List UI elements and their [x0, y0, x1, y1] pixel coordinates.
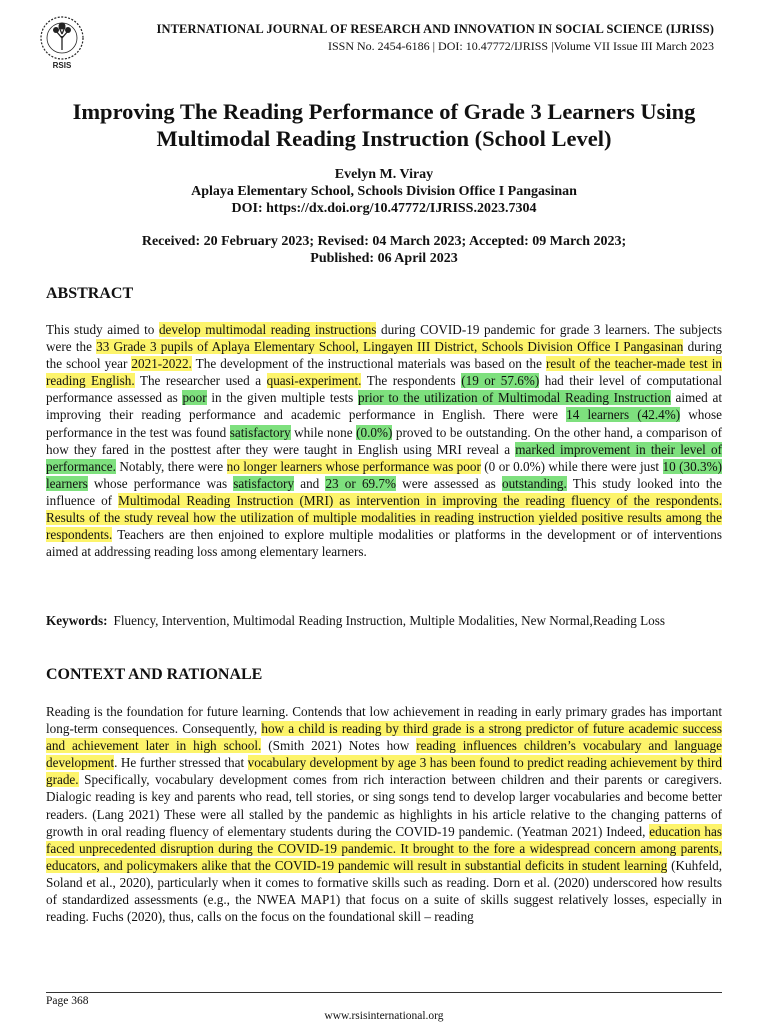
highlight-green: satisfactory	[233, 475, 295, 491]
highlight-yellow: result of the teacher-made test in reading English.	[46, 356, 722, 389]
highlight-green: 14 learners (42.4%)	[566, 407, 681, 423]
abstract-heading: ABSTRACT	[46, 285, 134, 302]
text-run: Reading is the foundation for future learning. Contends that low achievement in reading in early primary grades has important long-term consequences. Consequently,	[46, 704, 722, 737]
author-block	[40, 166, 728, 217]
text-run: aimed at improving their reading performance and academic performance in English. There were	[46, 390, 722, 423]
text-run: (0 or 0.0%) while there were just	[480, 458, 663, 474]
context-heading: CONTEXT AND RATIONALE	[46, 666, 263, 683]
author-affiliation: Aplaya Elementary School, Schools Division Office I Pangasinan	[191, 184, 577, 199]
journal-header	[100, 22, 714, 54]
highlight-yellow: Multimodal Reading Instruction (MRI) as intervention in improving the reading fluency of the respondents. Results of the study reveal how the utilization of multiple modalities in reading instruction yielded positive results among the respondents.	[46, 492, 722, 543]
dates-line-1: Received: 20 February 2023; Revised: 04 March 2023; Accepted: 09 March 2023;	[141, 234, 627, 249]
text-run: Notably, there were	[115, 458, 227, 474]
highlight-yellow: vocabulary development by age 3 has been found to predict reading achievement by third grade.	[46, 755, 722, 788]
text-run: This study looked into the influence of	[46, 475, 722, 508]
author-name: Evelyn M. Viray	[334, 167, 434, 182]
highlight-yellow: how a child is reading by third grade is a strong predictor of future academic success and achievement later in high school.	[46, 721, 722, 754]
highlight-green: (0.0%)	[356, 424, 393, 440]
text-run: proved to be outstanding. On the other hand, a comparison of how they fared in the posttest after they were taught in English using MRI reveal a	[46, 424, 722, 457]
highlight-green: marked improvement in their level of performance.	[46, 441, 722, 474]
keywords	[46, 612, 722, 630]
text-run: This study aimed to	[46, 322, 159, 337]
text-run: The researcher used a	[134, 373, 267, 389]
highlight-yellow: reading influences children’s vocabulary and language development	[46, 738, 722, 771]
highlight-yellow: quasi-experiment.	[266, 373, 362, 389]
highlight-yellow: no longer learners whose performance was poor	[226, 458, 481, 474]
text-run: were assessed as	[396, 475, 502, 491]
keywords-text: Fluency, Intervention, Multimodal Reading Instruction, Multiple Modalities, New Normal,Reading Loss	[113, 613, 666, 628]
text-run: The development of the instructional materials was based on the	[191, 356, 547, 372]
text-run: whose performance was	[87, 475, 234, 491]
highlight-green: (19 or 57.6%)	[461, 373, 540, 389]
highlight-green: prior to the utilization of Multimodal Reading Instruction	[357, 390, 671, 406]
text-run: (Kuhfeld, Soland et al., 2020), particularly when it comes to formative skills such as reading. Dorn et al. (2020) underscored how results of standardized assessments (e.g., the NWEA MAP1) that focus on a suite of skills suggest relatively losses, especially in reading. Fuchs (2020), thus, calls on the focus on the foundational skill – reading	[46, 857, 722, 925]
highlight-green: poor	[182, 390, 207, 406]
rsis-logo	[37, 14, 87, 70]
text-run: during the school year	[46, 339, 723, 372]
text-run: and	[294, 475, 326, 491]
text-run: Teachers are then enjoined to explore multiple modalities or platforms in the development or of interventions aimed at addressing reading loss among elementary learners.	[46, 527, 722, 560]
page-number: Page 368	[46, 995, 89, 1007]
keywords-label: Keywords:	[46, 613, 108, 628]
highlight-yellow: 33 Grade 3 pupils of Aplaya Elementary School, Lingayen III District, Schools Division Office I Pangasinan	[96, 339, 684, 355]
text-run: during COVID-19 pandemic for grade 3 learners. The subjects were the	[46, 322, 722, 355]
highlight-yellow: education has faced unprecedented disruption during the COVID-19 pandemic. It brought to the fore a widespread concern among parents, educators, and policymakers alike that the COVID-19 pandemic will result in substantial deficits in student learning	[46, 823, 723, 873]
text-run: whose performance in the test was found	[46, 407, 722, 440]
text-run: . He further stressed that	[114, 755, 248, 771]
text-run: in the given multiple tests	[206, 390, 358, 406]
text-run: while none	[290, 424, 357, 440]
text-run: Specifically, vocabulary development comes from rich interaction between children and their parents or caregivers. Dialogic reading is key and parents who read, tell stories, or sing songs tend to develop larger vocabularies and become better readers. (Lang 2021) These were all stalled by the pandemic as highlights in his article relative to the changing patterns of growth in oral reading fluency of elementary students during the COVID-19 pandemic. (Yeatman 2021) Indeed,	[46, 772, 722, 839]
highlight-yellow: develop multimodal reading instructions	[158, 322, 377, 337]
highlight-yellow: 2021-2022.	[131, 356, 192, 372]
highlight-green: outstanding.	[501, 475, 567, 491]
footer-divider	[46, 992, 722, 993]
issn-line: ISSN No. 2454-6186 | DOI: 10.47772/IJRISS |Volume VII Issue III March 2023	[327, 39, 714, 53]
text-run: (Smith 2021) Notes how	[261, 738, 417, 754]
highlight-green: 10 (30.3%) learners	[46, 458, 722, 491]
logo-wordmark: RSIS	[52, 61, 72, 70]
highlight-green: satisfactory	[229, 424, 291, 440]
abstract-body	[46, 321, 722, 560]
dates-line-2: Published: 06 April 2023	[310, 251, 458, 266]
publication-dates	[40, 233, 728, 267]
doi-link[interactable]: DOI: https://dx.doi.org/10.47772/IJRISS.2023.7304	[231, 201, 537, 216]
context-body	[46, 703, 722, 925]
journal-title: INTERNATIONAL JOURNAL OF RESEARCH AND INNOVATION IN SOCIAL SCIENCE (IJRISS)	[156, 22, 714, 36]
website-link[interactable]: www.rsisinternational.org	[324, 1010, 444, 1022]
text-run: had their level of computational performance assessed as	[46, 373, 722, 406]
text-run: The respondents	[361, 373, 462, 389]
highlight-green: 23 or 69.7%	[325, 475, 397, 491]
article-title: Improving The Reading Performance of Grade 3 Learners Using Multimodal Reading Instruction (School Level)	[72, 99, 696, 151]
